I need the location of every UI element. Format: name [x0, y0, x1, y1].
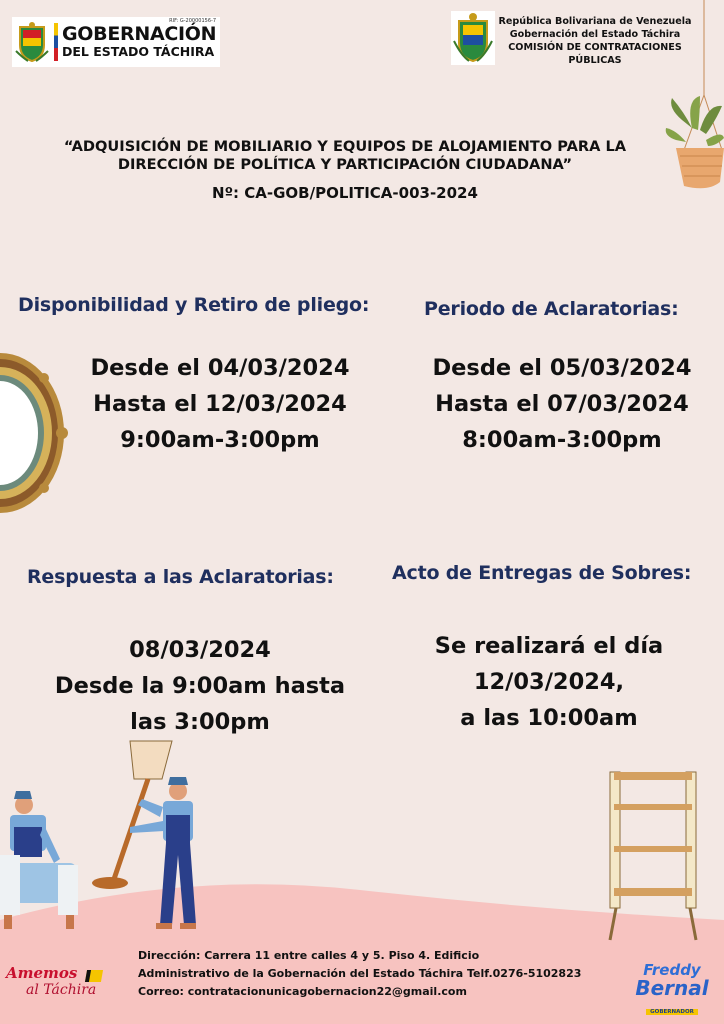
date-line: Desde el 04/03/2024	[90, 355, 350, 381]
footer-address-phone: Administrativo de la Gobernación del Estado Táchira Telf.0276-5102823	[138, 967, 582, 980]
header-line: República Bolivariana de Venezuela	[498, 16, 692, 27]
slogan-logo	[6, 964, 106, 1006]
section-body-aclaratorias	[400, 350, 724, 458]
header-line: Gobernación del Estado Táchira	[509, 29, 681, 40]
date-line: Desde el 05/03/2024	[432, 355, 692, 381]
hanging-plant-icon	[662, 0, 724, 200]
slogan-line1: Amemos	[6, 964, 78, 982]
section-heading-disponibilidad: Disponibilidad y Retiro de pliego:	[18, 294, 370, 316]
date-line: Hasta el 07/03/2024	[435, 391, 689, 417]
governor-first-name: Freddy	[643, 961, 701, 979]
process-title	[20, 138, 670, 174]
header-line: COMISIÓN DE CONTRATACIONES	[508, 42, 682, 53]
time-line: a las 10:00am	[460, 705, 638, 731]
section-heading-respuesta: Respuesta a las Aclaratorias:	[27, 566, 334, 588]
header-line: PÚBLICAS	[568, 55, 622, 66]
title-line: DIRECCIÓN DE POLÍTICA Y PARTICIPACIÓN CIUDADANA”	[117, 156, 573, 173]
logo-subtitle: DEL ESTADO TÁCHIRA	[62, 44, 215, 60]
logo-rif: RIF: G-20000156-7	[169, 18, 216, 24]
logo-title: GOBERNACIÓN	[62, 23, 217, 46]
footer-contact	[138, 947, 581, 1001]
section-body-respuesta	[20, 632, 380, 740]
slogan-line2: al Táchira	[26, 982, 97, 998]
footer-email: Correo: contratacionunicagobernacion22@gmail.com	[138, 985, 467, 998]
gobernacion-logo	[12, 17, 220, 67]
process-reference: Nº: CA-GOB/POLITICA-003-2024	[212, 184, 478, 202]
time-line: Desde la 9:00am hasta	[54, 673, 346, 699]
section-heading-aclaratorias: Periodo de Aclaratorias:	[424, 298, 679, 320]
governor-title: GOBERNADOR	[646, 1009, 698, 1015]
date-line: Hasta el 12/03/2024	[93, 391, 347, 417]
time-line: las 3:00pm	[130, 709, 270, 735]
flag-icon	[85, 970, 103, 982]
coat-of-arms-icon	[14, 21, 50, 63]
title-line: “ADQUISICIÓN DE MOBILIARIO Y EQUIPOS DE ALOJAMIENTO PARA LA	[63, 138, 627, 155]
bookshelf-illustration	[600, 768, 710, 943]
movers-illustration	[0, 735, 210, 940]
time-line: 8:00am-3:00pm	[462, 427, 662, 453]
governor-last-name: Bernal	[635, 976, 709, 1000]
section-heading-acto: Acto de Entregas de Sobres:	[392, 562, 692, 584]
section-body-acto	[394, 628, 704, 736]
date-line: 08/03/2024	[129, 637, 271, 663]
section-body-disponibilidad	[20, 350, 420, 458]
governor-logo	[624, 961, 720, 1015]
time-line: 9:00am-3:00pm	[120, 427, 320, 453]
date-line: 12/03/2024,	[473, 669, 625, 695]
flag-bar	[54, 23, 58, 61]
state-shield-icon	[451, 11, 495, 65]
footer-address: Dirección: Carrera 11 entre calles 4 y 5. Piso 4. Edificio	[138, 949, 480, 962]
date-line: Se realizará el día	[434, 633, 664, 659]
